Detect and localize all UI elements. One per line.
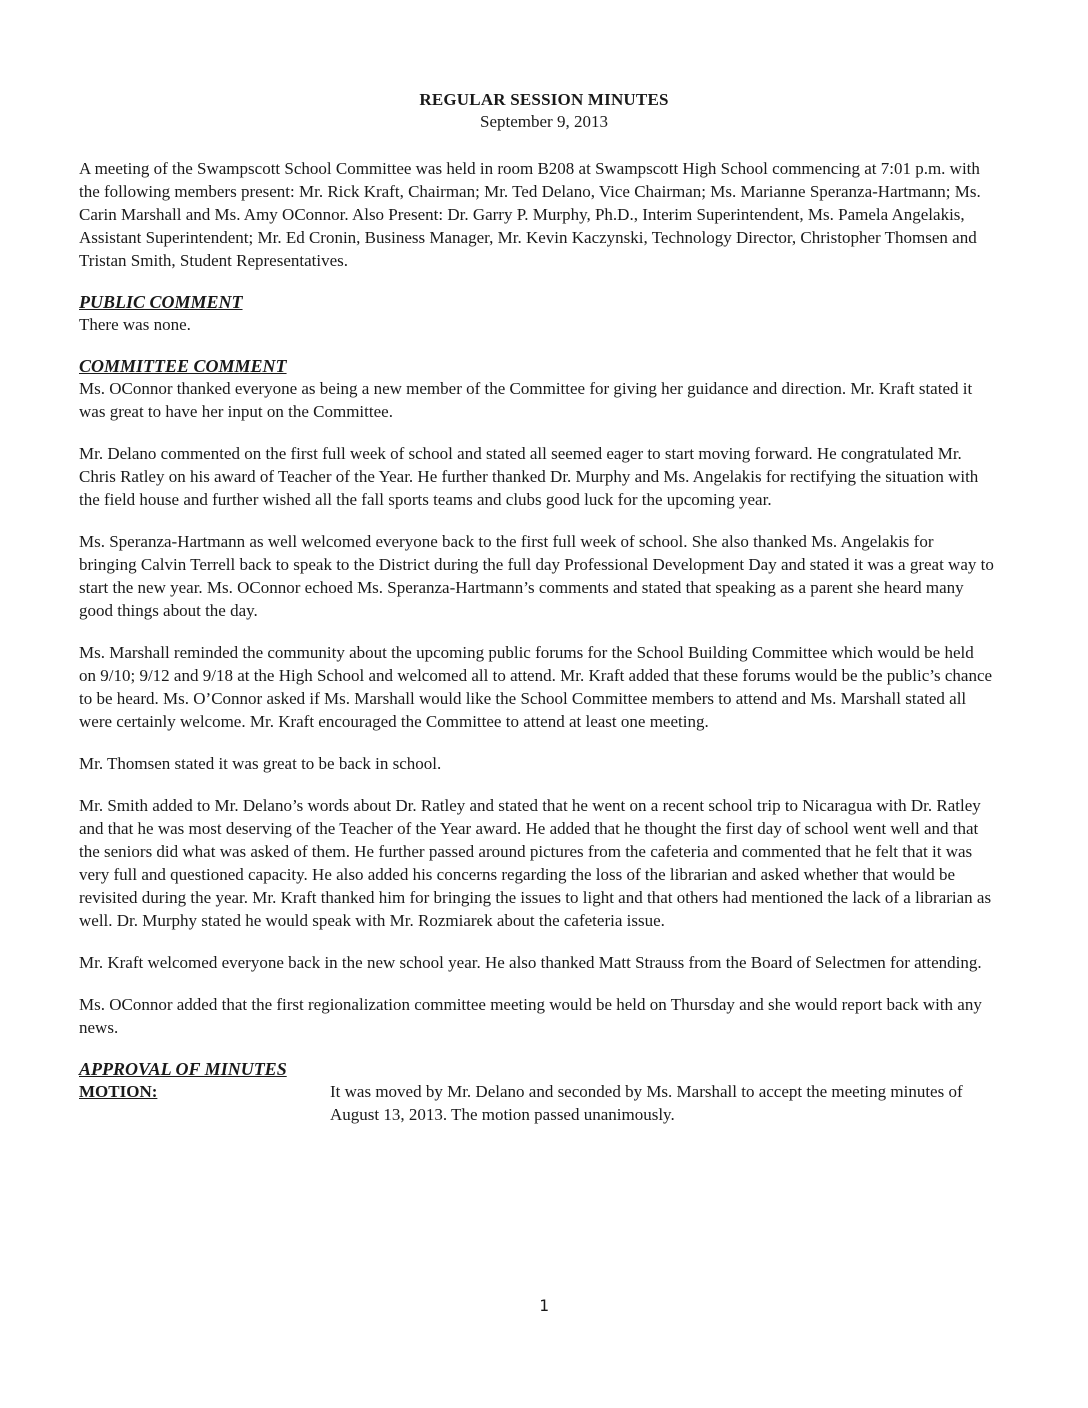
document-title: REGULAR SESSION MINUTES <box>419 90 669 109</box>
committee-comment-paragraph: Mr. Thomsen stated it was great to be back in school. <box>79 754 442 773</box>
approval-of-minutes-heading: APPROVAL OF MINUTES <box>79 1059 287 1079</box>
committee-comment-paragraph: Ms. OConnor thanked everyone as being a new member of the Committee for giving her guidance and direction. Mr. Kraft stated it was great to have her input on the Committee. <box>79 379 973 421</box>
public-comment-text: There was none. <box>79 315 191 334</box>
committee-comment-paragraph: Ms. Marshall reminded the community about the upcoming public forums for the School Building Committee which would be held on 9/10; 9/12 and 9/18 at the High School and welcomed all to attend. Mr. Kraft added that these forums would be the public’s chance to be heard. Ms. O’Connor asked if Ms. Marshall would like the School Committee members to attend and Ms. Marshall stated all were certainly welcome. Mr. Kraft encouraged the Committee to attend at least one meeting. <box>79 643 993 731</box>
committee-comment-paragraph: Mr. Kraft welcomed everyone back in the new school year. He also thanked Matt Strauss from the Board of Selectmen for attending. <box>79 953 982 972</box>
committee-comment-paragraph: Mr. Smith added to Mr. Delano’s words about Dr. Ratley and stated that he went on a recent school trip to Nicaragua with Dr. Ratley and that he was most deserving of the Teacher of the Year award. He added that he thought the first day of school went well and that the seniors did what was asked of them. He further passed around pictures from the cafeteria and commented that he felt that it was very full and questioned capacity. He also added his concerns regarding the loss of the librarian and asked whether that would be revisited during the year. Mr. Kraft thanked him for bringing the issues to light and that others had mentioned the lack of a librarian as well. Dr. Murphy stated he would speak with Mr. Rozmiarek about the cafeteria issue. <box>79 796 992 930</box>
minutes-body <box>79 157 994 1126</box>
meeting-date: September 9, 2013 <box>480 112 608 131</box>
committee-comment-paragraph: Ms. Speranza-Hartmann as well welcomed everyone back to the first full week of school. She also thanked Ms. Angelakis for bringing Calvin Terrell back to speak to the District during the full day Professional Development Day and stated it was a great way to start the new year. Ms. OConnor echoed Ms. Speranza-Hartmann’s comments and stated that speaking as a parent she heard many good things about the day. <box>79 532 994 620</box>
motion-text: It was moved by Mr. Delano and seconded by Ms. Marshall to accept the meeting minutes of August 13, 2013. The motion passed unanimously. <box>330 1082 963 1124</box>
page-number: 1 <box>539 1296 549 1315</box>
document-header <box>0 90 1088 132</box>
motion-row <box>79 1080 994 1126</box>
committee-comment-paragraph: Mr. Delano commented on the first full week of school and stated all seemed eager to start moving forward. He congratulated Mr. Chris Ratley on his award of Teacher of the Year. He further thanked Dr. Murphy and Ms. Angelakis for rectifying the situation with the field house and further wished all the fall sports teams and clubs good luck for the upcoming year. <box>79 444 979 509</box>
public-comment-heading: PUBLIC COMMENT <box>79 292 243 312</box>
intro-paragraph: A meeting of the Swampscott School Committee was held in room B208 at Swampscott High School commencing at 7:01 p.m. with the following members present: Mr. Rick Kraft, Chairman; Mr. Ted Delano, Vice Chairman; Ms. Marianne Speranza-Hartmann; Ms. Carin Marshall and Ms. Amy OConnor. Also Present: Dr. Garry P. Murphy, Ph.D., Interim Superintendent, Ms. Pamela Angelakis, Assistant Superintendent; Mr. Ed Cronin, Business Manager, Mr. Kevin Kaczynski, Technology Director, Christopher Thomsen and Tristan Smith, Student Representatives. <box>79 159 981 270</box>
committee-comment-heading: COMMITTEE COMMENT <box>79 356 287 376</box>
motion-label: MOTION: <box>79 1082 158 1101</box>
committee-comment-paragraph: Ms. OConnor added that the first regionalization committee meeting would be held on Thursday and she would report back with any news. <box>79 995 982 1037</box>
